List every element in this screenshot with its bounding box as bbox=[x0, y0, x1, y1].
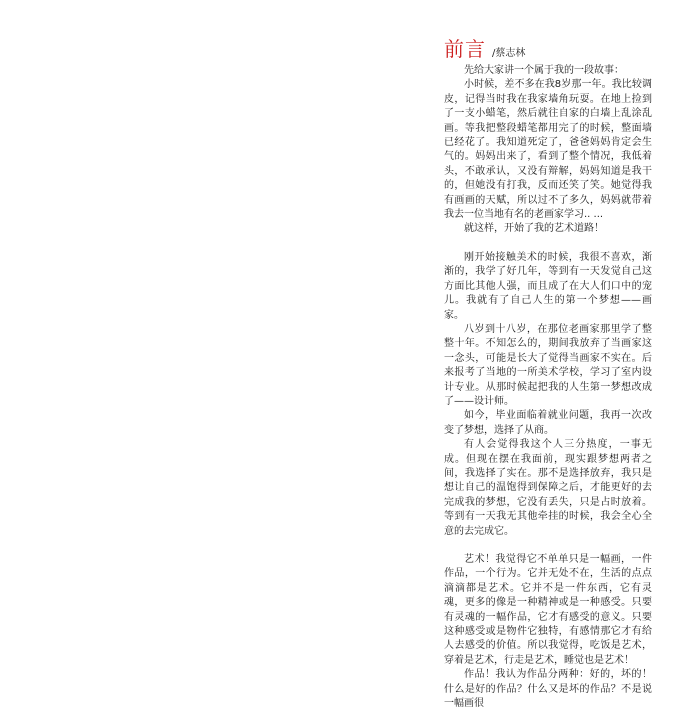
paragraph: 小时候，差不多在我8岁那一年。我比较调皮，记得当时我在我家墙角玩耍。在地上捡到了一支小蜡笔，然后就往自家的白墙上乱涂乱画。等我把整段蜡笔都用完了的时候，整面墙已经花了。我知道死定了，爸爸妈妈肯定会生气的。妈妈出来了，看到了整个情况，我低着头，不敢承认，又没有辩解，妈妈知道是我干的，但她没有打我，反而还笑了笑。她觉得我有画画的天赋，所以过不了多久，妈妈就带着我去一位当地有名的老画家学习.. ... bbox=[444, 79, 652, 221]
paragraph-gap bbox=[444, 237, 652, 251]
paragraph: 艺术！我觉得它不单单只是一幅画，一件作品，一个行为。它并无处不在，生活的点点滴滴都是艺术。它并不是一件东西，它有灵魂，更多的像是一种精神或是一种感受。只要有灵魂的一幅作品，它才有感受的意义。只要这种感受或是物件它独特，有感情那它才有给人去感受的价值。所以我觉得，吃饭是艺术，穿着是艺术，行走是艺术，睡觉也是艺术！ bbox=[444, 554, 652, 666]
paragraph: 作品！我认为作品分两种：好的，坏的！什么是好的作品？什么又是坏的作品？不是说一幅画很 bbox=[444, 669, 652, 710]
paragraph: 如今，毕业面临着就业问题，我再一次改变了梦想，选择了从商。 bbox=[444, 410, 652, 436]
author-byline: /蔡志林 bbox=[492, 48, 526, 59]
paragraph: 八岁到十八岁，在那位老画家那里学了整整十年。不知怎么的，期间我放弃了当画家这一念头，可能是长大了觉得当画家不实在。后来报考了当地的一所美术学校，学习了室内设计专业。从那时候起把我的人生第一梦想改成了——设计师。 bbox=[444, 323, 652, 407]
body-text bbox=[444, 64, 652, 711]
page-title: 前言 bbox=[444, 37, 486, 61]
header bbox=[444, 33, 525, 62]
paragraph: 有人会觉得我这个人三分热度，一事无成。但现在摆在我面前，现实跟梦想两者之间，我选择了实在。那不是选择放弃，我只是想让自己的温饱得到保障之后，才能更好的去完成我的梦想，它没有丢失，只是占时放着。等到有一天我无其他牵挂的时候，我会全心全意的去完成它。 bbox=[444, 439, 652, 537]
paragraph: 先给大家讲一个属于我的一段故事： bbox=[464, 65, 624, 76]
paragraph: 就这样，开始了我的艺术道路！ bbox=[464, 223, 604, 235]
paragraph-gap bbox=[444, 539, 652, 553]
paragraph: 刚开始接触美术的时候，我很不喜欢，渐渐的，我学了好几年，等到有一天发觉自己这方面比其他人强，而且成了在大人们口中的宠儿。我就有了自己人生的第一个梦想——画家。 bbox=[444, 251, 652, 321]
